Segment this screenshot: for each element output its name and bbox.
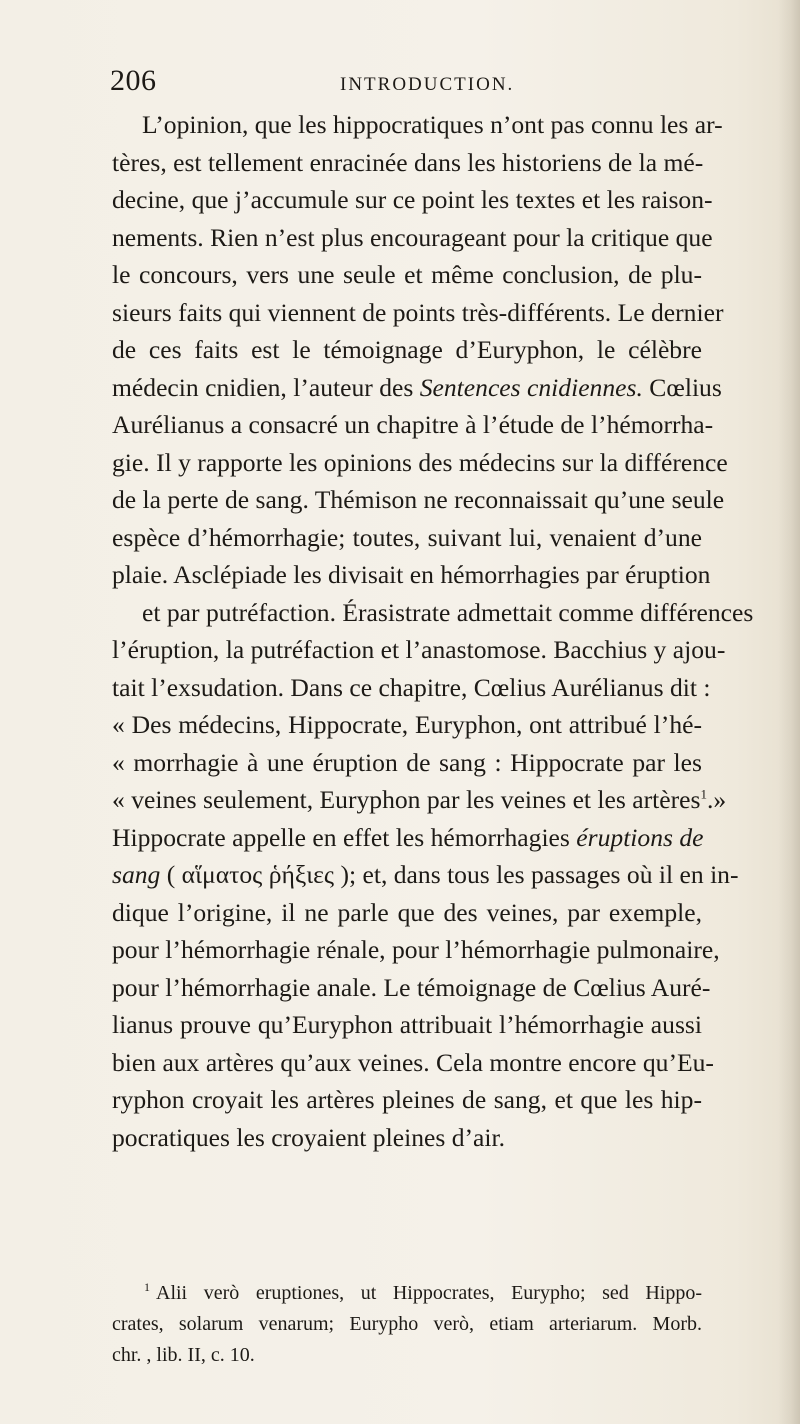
italic-phrase: éruptions de: [576, 822, 704, 852]
text-line: de la perte de sang. Thémison ne reconnaissait qu’une seule: [112, 485, 725, 514]
text-fragment: Cœlius: [642, 372, 722, 402]
text-line: de ces faits est le témoignage d’Euryphon, le célèbre: [112, 335, 702, 364]
text-line: pocratiques les croyaient pleines d’air.: [112, 1122, 506, 1152]
page-edge-shadow: [778, 0, 800, 1424]
text-line: espèce d’hémorrhagie; toutes, suivant lui, venaient d’une: [112, 522, 702, 552]
main-paragraph: [112, 106, 754, 1156]
text-fragment: ( αἵματος ῥήξιες ); et, dans tous les passages où il en in-: [160, 860, 739, 889]
page-number: 206: [110, 64, 157, 97]
text-line: « morrhagie à une éruption de sang : Hippocrate par les: [112, 747, 702, 777]
text-fragment: médecin cnidien, l’auteur des: [112, 372, 420, 402]
text-line: nements. Rien n’est plus encourageant pour la critique que: [112, 222, 713, 252]
text-line: gie. Il y rapporte les opinions des médecins sur la différence: [112, 447, 728, 477]
text-line: l’éruption, la putréfaction et l’anastomose. Bacchius y ajou-: [112, 635, 726, 664]
footnote-mark: 1: [144, 1280, 150, 1295]
footnote: [112, 1278, 702, 1371]
text-line: decine, que j’accumule sur ce point les textes et les raison-: [112, 185, 713, 214]
text-line: « Des médecins, Hippocrate, Euryphon, ont attribué l’hé-: [112, 710, 702, 739]
text-line: pour l’hémorrhagie anale. Le témoignage de Cœlius Auré-: [112, 972, 711, 1002]
text-line: Aurélianus a consacré un chapitre à l’étude de l’hémorrha-: [112, 410, 714, 439]
text-line: pour l’hémorrhagie rénale, pour l’hémorrhagie pulmonaire,: [112, 935, 720, 964]
text-fragment: « veines seulement, Euryphon par les veines et les artères: [112, 785, 701, 814]
footnote-reference[interactable]: 1: [700, 786, 707, 802]
text-line: plaie. Asclépiade les divisait en hémorrhagies par éruption: [112, 560, 711, 589]
text-fragment: Hippocrate appelle en effet les hémorrhagies: [112, 822, 577, 852]
footnote-line: chr. , lib. II, c. 10.: [112, 1344, 255, 1366]
text-line: lianus prouve qu’Euryphon attribuait l’hémorrhagie aussi: [112, 1010, 702, 1039]
italic-title: Sentences cnidiennes.: [419, 372, 643, 402]
text-line: [112, 781, 727, 819]
text-line: dique l’origine, il ne parle que des veines, par exemple,: [112, 897, 702, 927]
text-line: bien aux artères qu’aux veines. Cela montre encore qu’Eu-: [112, 1047, 714, 1077]
text-line: L’opinion, que les hippocratiques n’ont pas connu les ar-: [142, 110, 723, 139]
italic-phrase: sang: [112, 860, 161, 889]
text-line: [112, 819, 702, 857]
text-fragment: Alii verò eruptiones, ut Hippocrates, Eurypho; sed Hippo-: [156, 1282, 702, 1304]
text-fragment: .»: [706, 785, 727, 814]
running-head: INTRODUCTION.: [340, 74, 515, 95]
text-line: [112, 369, 722, 407]
text-line: tait l’exsudation. Dans ce chapitre, Cœlius Aurélianus dit :: [112, 672, 711, 702]
page-header: [110, 64, 700, 104]
footnote-line: crates, solarum venarum; Eurypho verò, etiam arteriarum. Morb.: [112, 1313, 702, 1335]
text-line: [112, 856, 739, 894]
text-line: et par putréfaction. Érasistrate admettait comme différences: [142, 597, 754, 627]
footnote-line: [112, 1278, 702, 1309]
text-line: sieurs faits qui viennent de points très-différents. Le dernier: [112, 297, 724, 327]
text-line: tères, est tellement enracinée dans les historiens de la mé-: [112, 147, 704, 177]
text-line: ryphon croyait les artères pleines de sang, et que les hip-: [112, 1085, 702, 1114]
text-line: le concours, vers une seule et même conclusion, de plu-: [112, 260, 702, 289]
